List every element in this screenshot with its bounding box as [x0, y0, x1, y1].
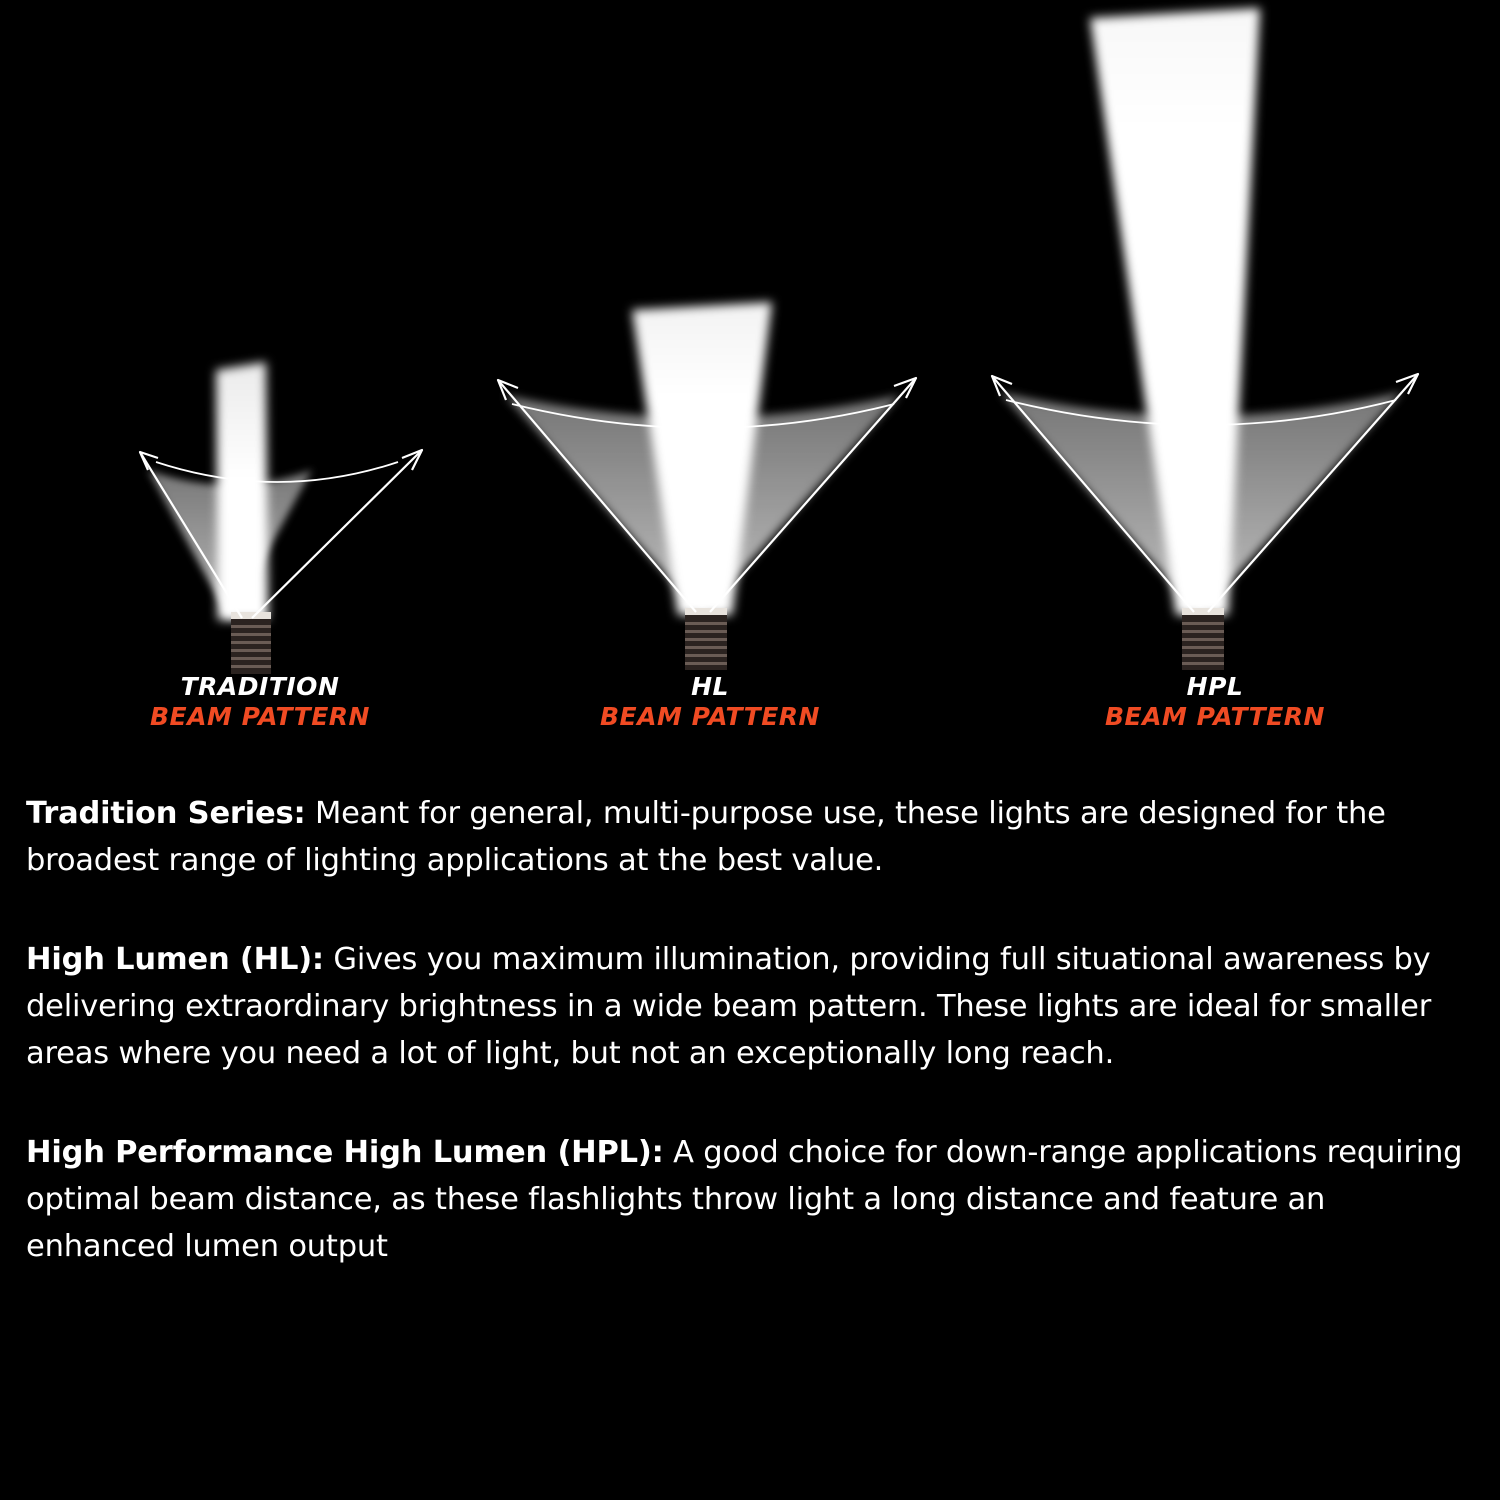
hl-label-subtitle: BEAM PATTERN — [600, 702, 820, 731]
tradition-label-group — [30, 672, 490, 732]
hpl-beam-illustration — [950, 0, 1480, 770]
hpl-label-subtitle: BEAM PATTERN — [1105, 702, 1325, 731]
hl-label-title: HL — [691, 672, 729, 701]
beam-panel-tradition — [30, 0, 490, 770]
beam-panel-hpl — [950, 0, 1480, 770]
paragraph-tradition — [26, 790, 1481, 884]
description-text-area — [26, 790, 1481, 1270]
paragraph-hpl-body: A good choice for down-range applications requiring optimal beam distance, as these flashlights throw light a long distance and feature an enhanced lumen output — [26, 1135, 1463, 1264]
hotspot-beam-shape — [216, 362, 268, 620]
paragraph-hl — [26, 936, 1481, 1077]
paragraph-tradition-body: Meant for general, multi-purpose use, these lights are designed for the broadest range of lighting applications at the best value. — [26, 796, 1386, 878]
tradition-label-title: TRADITION — [180, 672, 340, 701]
hl-beam-illustration — [470, 0, 950, 770]
paragraph-hl-body: Gives you maximum illumination, providing full situational awareness by delivering extraordinary brightness in a wide beam pattern. These lights are ideal for smaller areas where you need a lot of light, but not an exceptionally long reach. — [26, 942, 1432, 1071]
hpl-label-group — [950, 672, 1480, 732]
paragraph-hpl — [26, 1129, 1481, 1270]
hpl-label-title: HPL — [1186, 672, 1244, 701]
paragraph-hl-lead: High Lumen (HL): — [26, 942, 324, 977]
tradition-label-subtitle: BEAM PATTERN — [150, 702, 370, 731]
flashlight-body — [231, 612, 271, 674]
flashlight-body — [685, 608, 727, 670]
tradition-beam-illustration — [30, 0, 490, 770]
paragraph-hpl-lead: High Performance High Lumen (HPL): — [26, 1135, 664, 1170]
paragraph-tradition-lead: Tradition Series: — [26, 796, 306, 831]
beam-panel-hl — [470, 0, 950, 770]
beam-angle-arrows — [140, 450, 422, 618]
flashlight-body — [1182, 608, 1224, 670]
hl-label-group — [470, 672, 950, 732]
